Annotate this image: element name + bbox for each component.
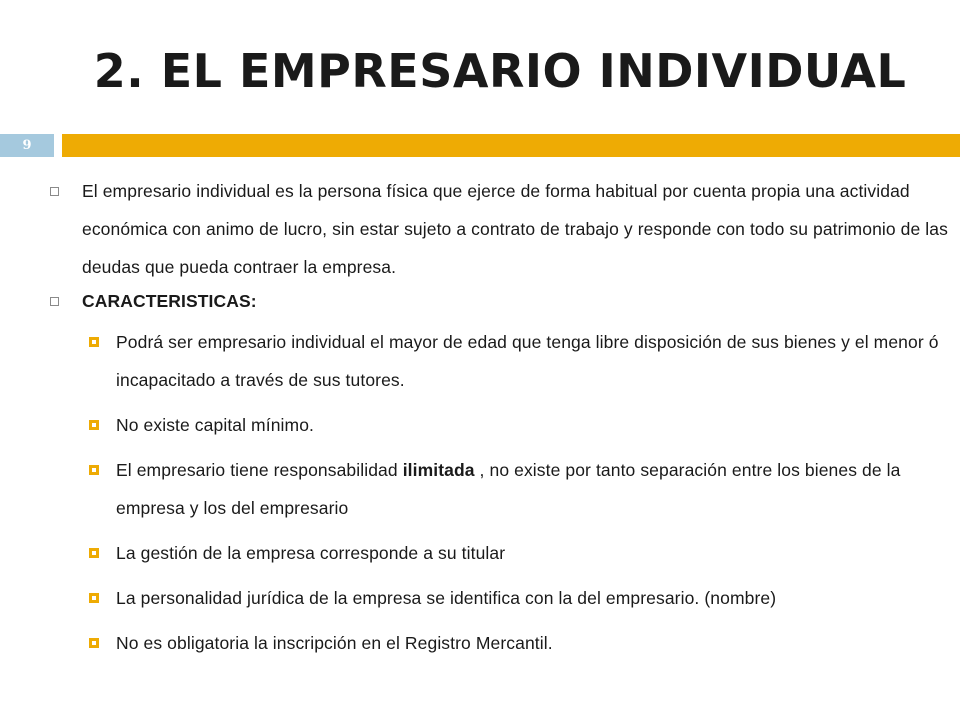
accent-bar — [62, 134, 960, 157]
subbullet-item — [48, 406, 948, 444]
hollow-square-bullet-icon — [50, 187, 59, 196]
bullet-caracteristicas — [48, 286, 948, 316]
subbullet-text-pre: El empresario tiene responsabilidad — [116, 460, 403, 480]
subbullet-text: La gestión de la empresa corresponde a su titular — [116, 543, 506, 563]
square-bullet-icon — [89, 638, 99, 648]
square-bullet-icon — [89, 465, 99, 475]
subbullet-item — [48, 451, 948, 527]
subbullet-emphasis: ilimitada — [402, 460, 475, 480]
subbullet-item — [48, 323, 948, 399]
subbullet-item — [48, 579, 948, 617]
slide-content — [48, 172, 948, 669]
square-bullet-icon — [89, 593, 99, 603]
bullet-text: El empresario individual es la persona física que ejerce de forma habitual por cuenta propia una actividad económica con animo de lucro, sin estar sujeto a contrato de trabajo y responde con todo su patrimonio de las deudas que pueda contraer la empresa. — [82, 181, 948, 277]
subbullet-item — [48, 534, 948, 572]
subbullet-item — [48, 624, 948, 662]
subbullet-text: No es obligatoria la inscripción en el Registro Mercantil. — [116, 633, 553, 653]
bullet-heading: CARACTERISTICAS: — [82, 291, 257, 311]
square-bullet-icon — [89, 420, 99, 430]
subbullet-text: Podrá ser empresario individual el mayor de edad que tenga libre disposición de sus bienes y el menor ó incapacitado a través de sus tutores. — [116, 332, 939, 390]
bullet-definition — [48, 172, 948, 286]
subbullet-text: La personalidad jurídica de la empresa se identifica con la del empresario. (nombre) — [116, 588, 777, 608]
slide-title: 2. EL EMPRESARIO INDIVIDUAL — [93, 44, 907, 98]
subbullet-text: No existe capital mínimo. — [116, 415, 314, 435]
subbullet-text-post: , no existe por tanto separación entre los bienes de la empresa y los del empresario — [116, 460, 901, 518]
square-bullet-icon — [89, 337, 99, 347]
page-number: 9 — [0, 134, 54, 157]
hollow-square-bullet-icon — [50, 297, 59, 306]
square-bullet-icon — [89, 548, 99, 558]
